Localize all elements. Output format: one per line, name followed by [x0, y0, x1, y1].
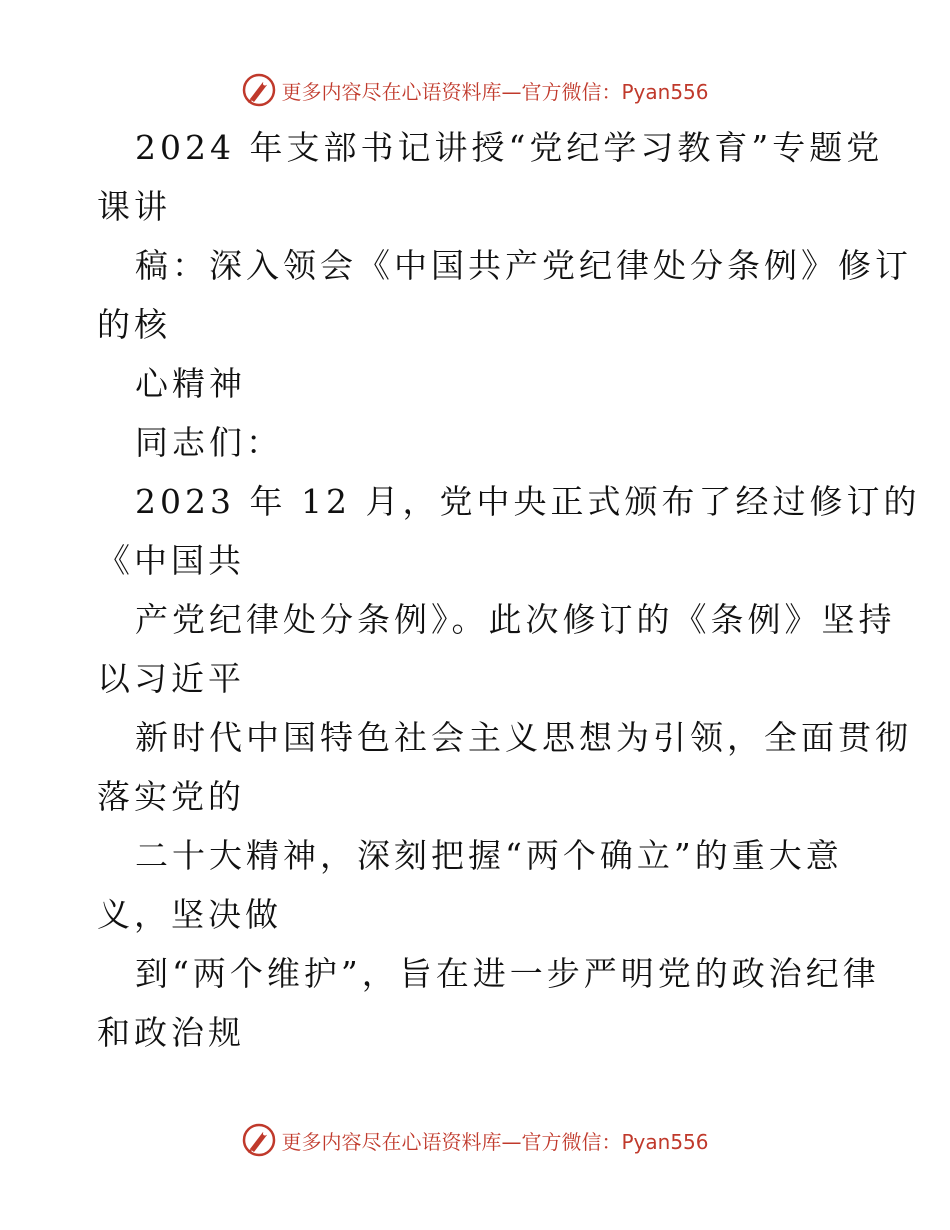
paragraph-line: 的核 [97, 305, 171, 344]
paragraph-line: 《中国共 [97, 541, 245, 580]
paragraph-line: 心精神 [135, 364, 246, 403]
paragraph-line: 落实党的 [97, 777, 245, 816]
paragraph-line: 同志们： [135, 423, 283, 462]
header-watermark [0, 70, 950, 110]
paragraph-line: 和政治规 [97, 1013, 245, 1052]
watermark-label: 更多内容尽在心语资料库—官方微信： [281, 1129, 622, 1154]
paragraph-line: 到“两个维护”，旨在进一步严明党的政治纪律 [135, 954, 880, 993]
paragraph-line: 以习近平 [97, 659, 245, 698]
watermark-text [281, 76, 708, 105]
paragraph-line: 课讲 [97, 187, 171, 226]
watermark-label: 更多内容尽在心语资料库—官方微信： [281, 79, 622, 104]
paragraph-line: 二十大精神，深刻把握“两个确立”的重大意 [135, 836, 843, 875]
pen-logo-icon [241, 1122, 277, 1158]
paragraph-line: 2023 年 12 月，党中央正式颁布了经过修订的 [135, 482, 921, 521]
paragraph-line: 2024 年支部书记讲授“党纪学习教育”专题党 [135, 128, 884, 167]
watermark-wechat-id: Pyan556 [621, 1129, 709, 1154]
watermark-wechat-id: Pyan556 [621, 79, 709, 104]
paragraph-line: 产党纪律处分条例》。此次修订的《条例》坚持 [135, 600, 896, 639]
paragraph-line: 义，坚决做 [97, 895, 282, 934]
document-body [97, 118, 921, 1062]
paragraph-line: 稿：深入领会《中国共产党纪律处分条例》修订 [135, 246, 912, 285]
paragraph-line: 新时代中国特色社会主义思想为引领，全面贯彻 [135, 718, 912, 757]
watermark-text [281, 1126, 708, 1155]
pen-logo-icon [241, 72, 277, 108]
footer-watermark [0, 1120, 950, 1160]
